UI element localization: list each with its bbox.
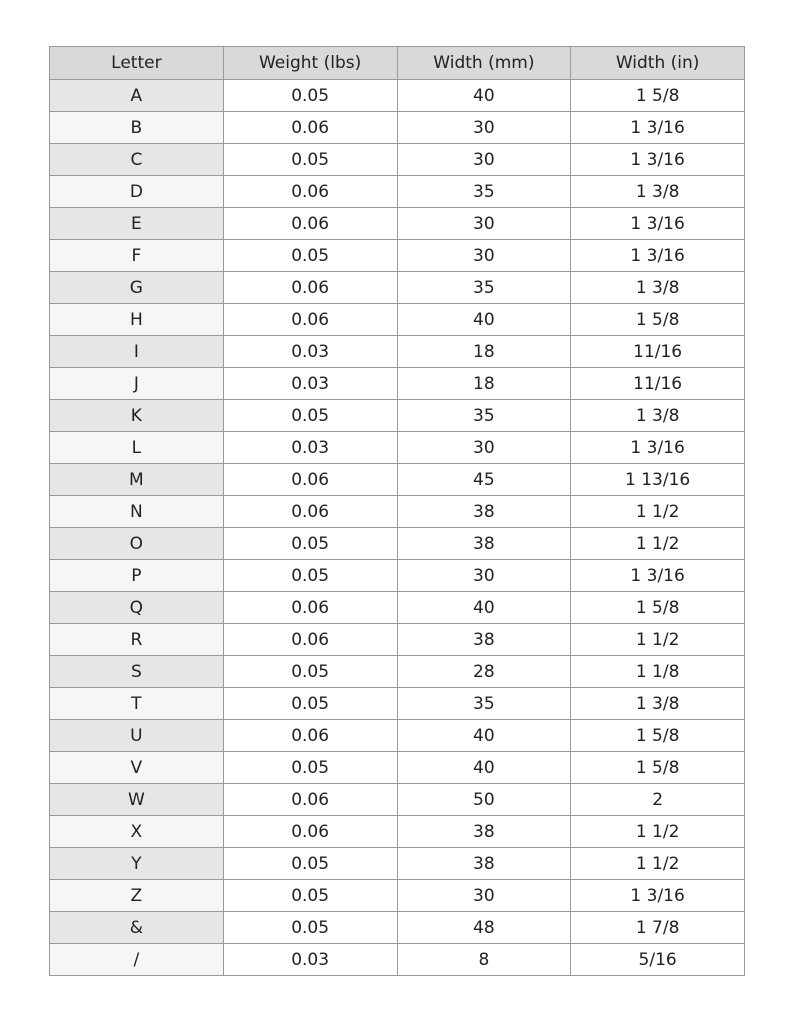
cell-width-mm: 30 [397, 112, 571, 144]
cell-width-mm: 40 [397, 80, 571, 112]
header-weight: Weight (lbs) [223, 47, 397, 80]
cell-width-in: 1 5/8 [571, 592, 745, 624]
cell-letter: Y [50, 848, 224, 880]
cell-width-mm: 30 [397, 208, 571, 240]
cell-width-mm: 18 [397, 368, 571, 400]
table-row [50, 848, 745, 880]
cell-width-in: 1 3/8 [571, 176, 745, 208]
table-row [50, 720, 745, 752]
cell-width-mm: 35 [397, 176, 571, 208]
cell-width-mm: 38 [397, 528, 571, 560]
cell-width-in: 1 3/8 [571, 272, 745, 304]
cell-width-mm: 38 [397, 624, 571, 656]
cell-width-in: 1 3/16 [571, 112, 745, 144]
cell-weight: 0.06 [223, 624, 397, 656]
cell-width-mm: 30 [397, 560, 571, 592]
header-width-mm: Width (mm) [397, 47, 571, 80]
table-row [50, 528, 745, 560]
cell-width-in: 1 5/8 [571, 80, 745, 112]
cell-width-in: 11/16 [571, 336, 745, 368]
table-row [50, 336, 745, 368]
table-row [50, 80, 745, 112]
cell-weight: 0.06 [223, 592, 397, 624]
cell-letter: / [50, 944, 224, 976]
cell-letter: V [50, 752, 224, 784]
cell-width-mm: 35 [397, 272, 571, 304]
cell-letter: Q [50, 592, 224, 624]
cell-weight: 0.05 [223, 240, 397, 272]
cell-weight: 0.06 [223, 816, 397, 848]
table-row [50, 688, 745, 720]
cell-width-mm: 50 [397, 784, 571, 816]
cell-letter: H [50, 304, 224, 336]
cell-weight: 0.05 [223, 400, 397, 432]
cell-width-mm: 30 [397, 880, 571, 912]
cell-weight: 0.05 [223, 560, 397, 592]
cell-width-in: 1 3/16 [571, 208, 745, 240]
cell-width-mm: 40 [397, 592, 571, 624]
table-row [50, 560, 745, 592]
cell-weight: 0.06 [223, 720, 397, 752]
cell-width-mm: 45 [397, 464, 571, 496]
cell-width-in: 1 5/8 [571, 304, 745, 336]
cell-width-mm: 38 [397, 496, 571, 528]
table-row [50, 144, 745, 176]
cell-letter: E [50, 208, 224, 240]
cell-width-in: 1 1/2 [571, 816, 745, 848]
cell-weight: 0.05 [223, 880, 397, 912]
cell-width-in: 1 1/2 [571, 496, 745, 528]
table-body [50, 80, 745, 976]
cell-weight: 0.05 [223, 528, 397, 560]
cell-weight: 0.06 [223, 272, 397, 304]
cell-width-in: 1 3/16 [571, 144, 745, 176]
cell-width-in: 2 [571, 784, 745, 816]
cell-width-mm: 30 [397, 240, 571, 272]
table-row [50, 176, 745, 208]
table-header [50, 47, 745, 80]
cell-width-in: 5/16 [571, 944, 745, 976]
cell-width-mm: 28 [397, 656, 571, 688]
cell-weight: 0.05 [223, 912, 397, 944]
cell-letter: M [50, 464, 224, 496]
cell-letter: B [50, 112, 224, 144]
table-row [50, 400, 745, 432]
cell-width-in: 1 1/2 [571, 624, 745, 656]
cell-letter: C [50, 144, 224, 176]
cell-letter: G [50, 272, 224, 304]
cell-width-mm: 40 [397, 720, 571, 752]
cell-weight: 0.06 [223, 496, 397, 528]
cell-width-in: 11/16 [571, 368, 745, 400]
table-row [50, 272, 745, 304]
header-letter: Letter [50, 47, 224, 80]
cell-width-in: 1 3/16 [571, 560, 745, 592]
cell-width-in: 1 3/8 [571, 400, 745, 432]
cell-letter: I [50, 336, 224, 368]
cell-letter: R [50, 624, 224, 656]
cell-width-mm: 35 [397, 400, 571, 432]
header-row [50, 47, 745, 80]
cell-width-in: 1 5/8 [571, 720, 745, 752]
table-row [50, 432, 745, 464]
cell-weight: 0.03 [223, 944, 397, 976]
cell-weight: 0.05 [223, 80, 397, 112]
cell-weight: 0.06 [223, 176, 397, 208]
cell-letter: K [50, 400, 224, 432]
cell-width-in: 1 3/8 [571, 688, 745, 720]
table-row [50, 752, 745, 784]
cell-width-in: 1 5/8 [571, 752, 745, 784]
cell-weight: 0.05 [223, 144, 397, 176]
table-row [50, 112, 745, 144]
table-row [50, 304, 745, 336]
table-row [50, 464, 745, 496]
cell-width-in: 1 3/16 [571, 432, 745, 464]
cell-letter: T [50, 688, 224, 720]
table-row [50, 368, 745, 400]
cell-width-mm: 38 [397, 848, 571, 880]
table-row [50, 240, 745, 272]
cell-letter: J [50, 368, 224, 400]
table-row [50, 816, 745, 848]
cell-letter: P [50, 560, 224, 592]
cell-width-mm: 40 [397, 304, 571, 336]
cell-weight: 0.05 [223, 848, 397, 880]
cell-letter: & [50, 912, 224, 944]
cell-width-in: 1 7/8 [571, 912, 745, 944]
cell-weight: 0.06 [223, 464, 397, 496]
cell-letter: N [50, 496, 224, 528]
cell-width-in: 1 3/16 [571, 240, 745, 272]
cell-letter: W [50, 784, 224, 816]
header-width-in: Width (in) [571, 47, 745, 80]
cell-weight: 0.05 [223, 688, 397, 720]
cell-width-mm: 30 [397, 144, 571, 176]
cell-width-mm: 38 [397, 816, 571, 848]
cell-width-in: 1 1/8 [571, 656, 745, 688]
cell-letter: A [50, 80, 224, 112]
cell-width-mm: 18 [397, 336, 571, 368]
cell-letter: D [50, 176, 224, 208]
letter-spec-table [49, 46, 745, 976]
table-row [50, 496, 745, 528]
cell-width-in: 1 3/16 [571, 880, 745, 912]
cell-weight: 0.06 [223, 112, 397, 144]
table-row [50, 880, 745, 912]
cell-letter: O [50, 528, 224, 560]
table-row [50, 912, 745, 944]
cell-letter: F [50, 240, 224, 272]
cell-weight: 0.05 [223, 752, 397, 784]
cell-weight: 0.03 [223, 432, 397, 464]
cell-width-in: 1 13/16 [571, 464, 745, 496]
cell-width-in: 1 1/2 [571, 848, 745, 880]
table-row [50, 624, 745, 656]
cell-width-mm: 8 [397, 944, 571, 976]
cell-width-mm: 35 [397, 688, 571, 720]
cell-letter: Z [50, 880, 224, 912]
table-row [50, 656, 745, 688]
cell-letter: U [50, 720, 224, 752]
cell-weight: 0.05 [223, 656, 397, 688]
cell-letter: S [50, 656, 224, 688]
cell-width-mm: 40 [397, 752, 571, 784]
cell-letter: X [50, 816, 224, 848]
table-row [50, 944, 745, 976]
table-row [50, 208, 745, 240]
table-row [50, 592, 745, 624]
cell-width-in: 1 1/2 [571, 528, 745, 560]
cell-width-mm: 30 [397, 432, 571, 464]
cell-weight: 0.03 [223, 368, 397, 400]
cell-weight: 0.06 [223, 304, 397, 336]
cell-weight: 0.06 [223, 208, 397, 240]
table-row [50, 784, 745, 816]
cell-width-mm: 48 [397, 912, 571, 944]
cell-weight: 0.03 [223, 336, 397, 368]
cell-weight: 0.06 [223, 784, 397, 816]
cell-letter: L [50, 432, 224, 464]
